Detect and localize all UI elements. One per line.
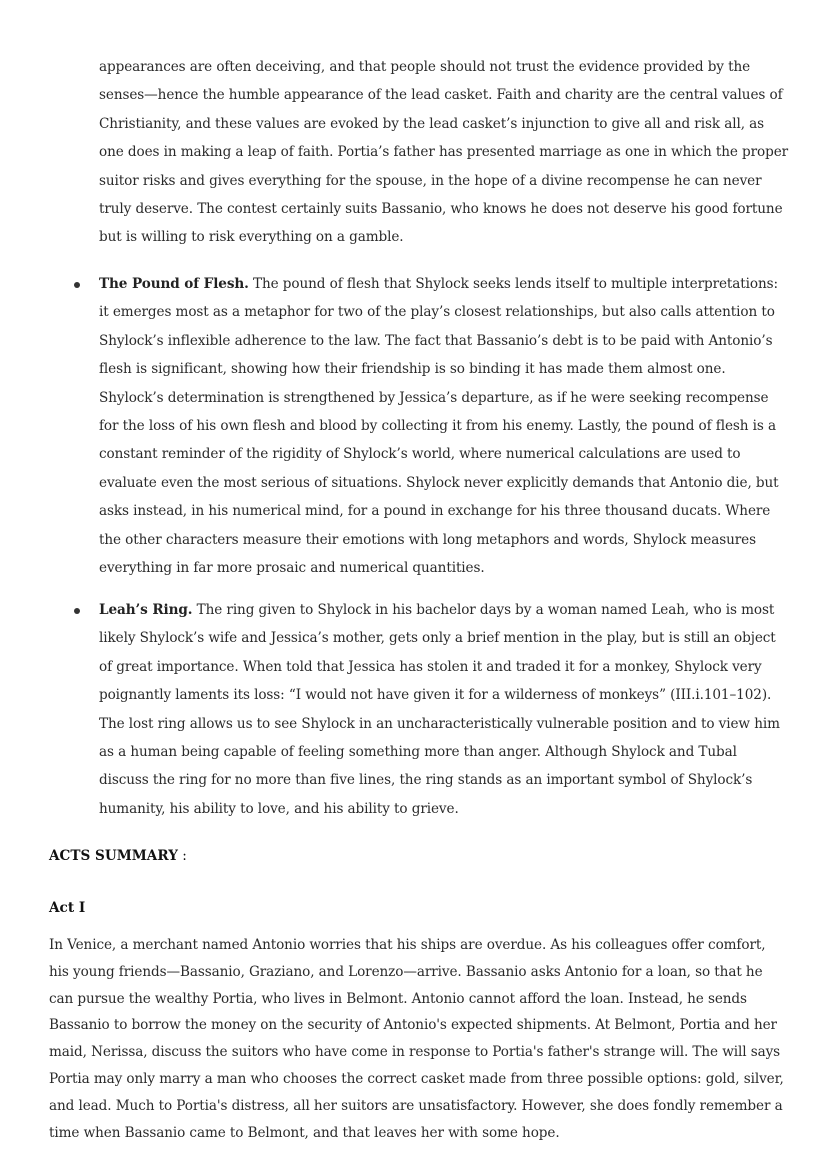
act-1-heading: Act I xyxy=(49,900,86,916)
acts-summary-heading xyxy=(49,848,187,864)
bullet-icon xyxy=(74,608,80,614)
acts-summary-heading-colon: : xyxy=(177,848,187,864)
act-1-summary: In Venice, a merchant named Antonio worries that his ships are overdue. As his colleagues offer comfort, his young friends—Bassanio, Graziano, and Lorenzo—arrive. Bassanio asks Antonio for a loan, so that he can pursue the wealthy Portia, who lives in Belmont. Antonio cannot afford the loan. Instead, he sends Bassanio to borrow the money on the security of Antonio's expected shipments. At Belmont, Portia and her maid, Nerissa, discuss the suitors who have come in response to Portia's father's strange will. The will says Portia may only marry a man who chooses the correct casket made from three possible options: gold, silver, and lead. Much to Portia's distress, all her suitors are unsatisfactory. However, she does fondly remember a time when Bassanio came to Belmont, and that leaves her with some hope. xyxy=(49,937,784,1141)
list-item-leahs-ring xyxy=(99,596,789,823)
pound-of-flesh-text: The pound of flesh that Shylock seeks lends itself to multiple interpretations: it emerges most as a metaphor for two of the play’s closest relationships, but also calls attention to Shylock’s inflexible adherence to the law. The fact that Bassanio’s debt is to be paid with Antonio’s flesh is significant, showing how their friendship is so binding it has made them almost one. Shylock’s determination is strengthened by Jessica’s departure, as if he were seeking recompense for the loss of his own flesh and blood by collecting it from his enemy. Lastly, the pound of flesh is a constant reminder of the rigidity of Shylock’s world, where numerical calculations are used to evaluate even the most serious of situations. Shylock never explicitly demands that Antonio die, but asks instead, in his numerical mind, for a pound in exchange for his three thousand ducats. Where the other characters measure their emotions with long metaphors and words, Shylock measures everything in far more prosaic and numerical quantities. xyxy=(99,276,779,577)
leahs-ring-term: Leah’s Ring. xyxy=(99,602,193,618)
leahs-ring-text: The ring given to Shylock in his bachelor days by a woman named Leah, who is most likely Shylock’s wife and Jessica’s mother, gets only a brief mention in the play, but is still an object of great importance. When told that Jessica has stolen it and traded it for a monkey, Shylock very poignantly laments its loss: “I would not have given it for a wilderness of monkeys” (III.i.101–102). The lost ring allows us to see Shylock in an uncharacteristically vulnerable position and to view him as a human being capable of feeling something more than anger. Although Shylock and Tubal discuss the ring for no more than five lines, the ring stands as an important symbol of Shylock’s humanity, his ability to love, and his ability to grieve. xyxy=(99,602,780,817)
acts-summary-heading-text: ACTS SUMMARY xyxy=(49,848,178,864)
lead-casket-continuation xyxy=(99,53,789,252)
bullet-icon xyxy=(74,282,80,288)
list-item-pound-of-flesh xyxy=(99,270,789,582)
lead-casket-text: appearances are often deceiving, and that people should not trust the evidence provided by the senses—hence the humble appearance of the lead casket. Faith and charity are the central values of Christianity, and these values are evoked by the lead casket’s injunction to give all and risk all, as one does in making a leap of faith. Portia’s father has presented marriage as one in which the proper suitor risks and gives everything for the spouse, in the hope of a divine recompense he can never truly deserve. The contest certainly suits Bassanio, who knows he does not deserve his good fortune but is willing to risk everything on a gamble. xyxy=(99,59,789,246)
pound-of-flesh-term: The Pound of Flesh. xyxy=(99,276,249,292)
